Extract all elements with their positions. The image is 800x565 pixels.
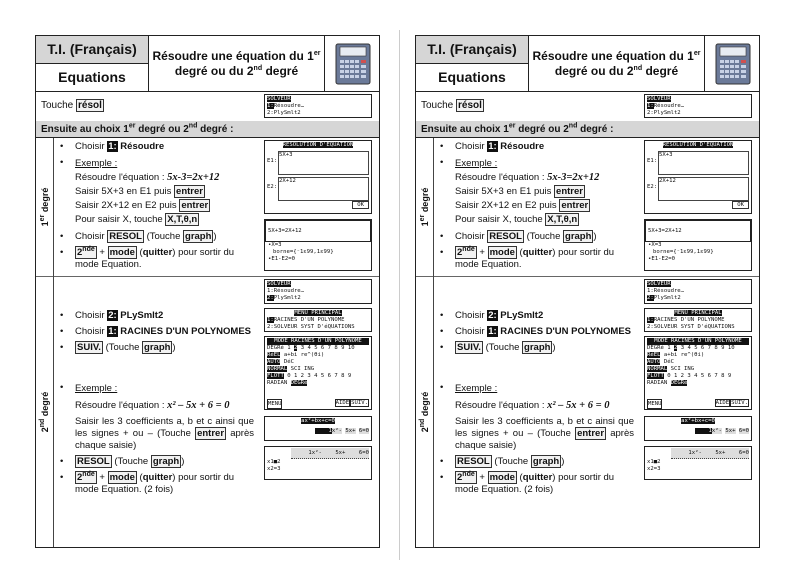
first-degree-section xyxy=(36,138,379,277)
step-choose-resoudre: • Choisir 1: Résoudre xyxy=(440,141,545,152)
page-title: Résoudre une équation du 1er degré ou du 2nd degré xyxy=(149,36,325,91)
second-degree-label: 2nd degré xyxy=(416,276,434,547)
step-resol: • Choisir RESOL (Touche graph ) xyxy=(60,231,217,242)
section-label: Equations xyxy=(36,63,149,91)
calculator-icon xyxy=(706,36,759,91)
first-degree-label: 1er degré xyxy=(416,138,434,276)
brand-label: T.I. (Français) xyxy=(36,36,149,64)
second-degree-section xyxy=(416,276,759,547)
step-resol-2: • RESOL (Touche graph ) xyxy=(60,456,185,467)
coefficient-screen: ax²+bx+c=0 1x²- 5x+ 6=0 xyxy=(644,416,752,441)
header xyxy=(416,36,759,92)
header xyxy=(36,36,379,92)
menu-screen: MENU PRINCIPAL 1:RACINES D'UN POLYNOME 2:SOLVEUR SYST D'éQUATIONS xyxy=(644,308,752,332)
step-quit-2: • 2nde + mode (quitter) pour sortir du mode Equation. (2 fois) xyxy=(60,470,235,495)
roots-screen: 1x²- 5x+ 6=0 x1■2 x2=3 xyxy=(644,446,752,480)
solveur-screen: SOLVEUR 1:Résoudre… 2:PlySmlt2 xyxy=(644,94,752,118)
touche-row xyxy=(36,91,379,122)
section-label: Equations xyxy=(416,63,529,91)
step-choose-resoudre: • Choisir 1: Résoudre xyxy=(60,141,165,152)
second-degree-section xyxy=(36,276,379,547)
choice-row: Ensuite au choix 1er degré ou 2nd degré : xyxy=(416,121,759,138)
mode-screen: MODE RACINES D'UN POLYNOME DEGRé 1 2 3 4 5 6 7 8 9 10 RéEL a+bi re^(θi) AUTO DéC NORMAL SCI ING FLOTT 0 1 2 3 4 5 6 7 8 9 RADIAN DEGRé MENU AIDE SUIV. xyxy=(644,336,752,410)
page-title: Résoudre une équation du 1er degré ou du 2nd degré xyxy=(529,36,705,91)
resol-key: résol xyxy=(458,100,482,111)
step-example: • Exemple : Résoudre l'équation : 5x-3=2x+12 Saisir 5X+3 en E1 puis entrer Saisir 2X+12 en E2 puis entrer Pour saisir X, touche X,T,θ,n xyxy=(440,157,600,225)
touche-label: Touche xyxy=(41,100,77,111)
step-example-2: • Exemple : Résoudre l'équation : x² – 5x + 6 = 0 Saisir les 3 coefficients a, b et c ainsi que les signes + ou – (Touche entrer après chaque saisie) xyxy=(60,382,255,451)
right-page xyxy=(415,35,760,548)
step-choose-plysmlt2: • Choisir 2: PLySmlt2 xyxy=(440,310,544,321)
second-degree-label: 2nd degré xyxy=(36,276,54,547)
resol-key: résol xyxy=(78,100,102,111)
left-page xyxy=(35,35,380,548)
coefficient-screen: ax²+bx+c=0 1x²- 5x+ 6=0 xyxy=(264,416,372,441)
step-example-2: • Exemple : Résoudre l'équation : x² – 5x + 6 = 0 Saisir les 3 coefficients a, b et c ainsi que les signes + ou – (Touche entrer après chaque saisie) xyxy=(440,382,635,451)
touche-label: Touche xyxy=(421,100,457,111)
solveur-screen-2: SOLVEUR 1:Résoudre… 2:PlySmlt2 xyxy=(644,279,752,304)
step-resol-2: • RESOL (Touche graph ) xyxy=(440,456,565,467)
step-choose-plysmlt2: • Choisir 2: PLySmlt2 xyxy=(60,310,164,321)
resolution-screen: RESOLUTION D'EQUATION E1: 5X+3 E2: 2X+12 OK xyxy=(644,140,752,214)
step-example: • Exemple : Résoudre l'équation : 5x-3=2x+12 Saisir 5X+3 en E1 puis entrer Saisir 2X+12 en E2 puis entrer Pour saisir X, touche X,T,θ,n xyxy=(60,157,220,225)
solveur-screen-2: SOLVEUR 1:Résoudre… 2:PlySmlt2 xyxy=(264,279,372,304)
step-quit-2: • 2nde + mode (quitter) pour sortir du mode Equation. (2 fois) xyxy=(440,470,615,495)
step-suiv: • SUIV. (Touche graph ) xyxy=(440,342,556,353)
page-separator xyxy=(399,30,400,560)
menu-screen: MENU PRINCIPAL 1:RACINES D'UN POLYNOME 2:SOLVEUR SYST D'éQUATIONS xyxy=(264,308,372,332)
mode-screen: MODE RACINES D'UN POLYNOME DEGRé 1 2 3 4 5 6 7 8 9 10 RéEL a+bi re^(θi) AUTO DéC NORMAL SCI ING FLOTT 0 1 2 3 4 5 6 7 8 9 RADIAN DEGRé MENU AIDE SUIV. xyxy=(264,336,372,410)
first-degree-label: 1er degré xyxy=(36,138,54,276)
touche-row xyxy=(416,91,759,122)
step-choose-racines: • Choisir 1: RACINES D'UN POLYNOMES xyxy=(60,326,251,337)
choice-row: Ensuite au choix 1er degré ou 2nd degré : xyxy=(36,121,379,138)
result-screen: 5X+3=2X+12 •X=3 borne={⁻1ε99,1ε99} •E1-E2=0 xyxy=(644,219,752,271)
roots-screen: 1x²- 5x+ 6=0 x1■2 x2=3 xyxy=(264,446,372,480)
first-degree-section xyxy=(416,138,759,277)
step-resol: • Choisir RESOL (Touche graph ) xyxy=(440,231,597,242)
resolution-screen: RESOLUTION D'EQUATION E1: 5X+3 E2: 2X+12 OK xyxy=(264,140,372,214)
step-choose-racines: • Choisir 1: RACINES D'UN POLYNOMES xyxy=(440,326,631,337)
step-quit: • 2nde + mode (quitter) pour sortir du mode Equation. xyxy=(60,245,235,270)
brand-label: T.I. (Français) xyxy=(416,36,529,64)
result-screen: 5X+3=2X+12 •X=3 borne={⁻1ε99,1ε99} •E1-E2=0 xyxy=(264,219,372,271)
solveur-screen: SOLVEUR 1:Résoudre… 2:PlySmlt2 xyxy=(264,94,372,118)
step-quit: • 2nde + mode (quitter) pour sortir du mode Equation. xyxy=(440,245,615,270)
calculator-icon xyxy=(326,36,379,91)
step-suiv: • SUIV. (Touche graph ) xyxy=(60,342,176,353)
